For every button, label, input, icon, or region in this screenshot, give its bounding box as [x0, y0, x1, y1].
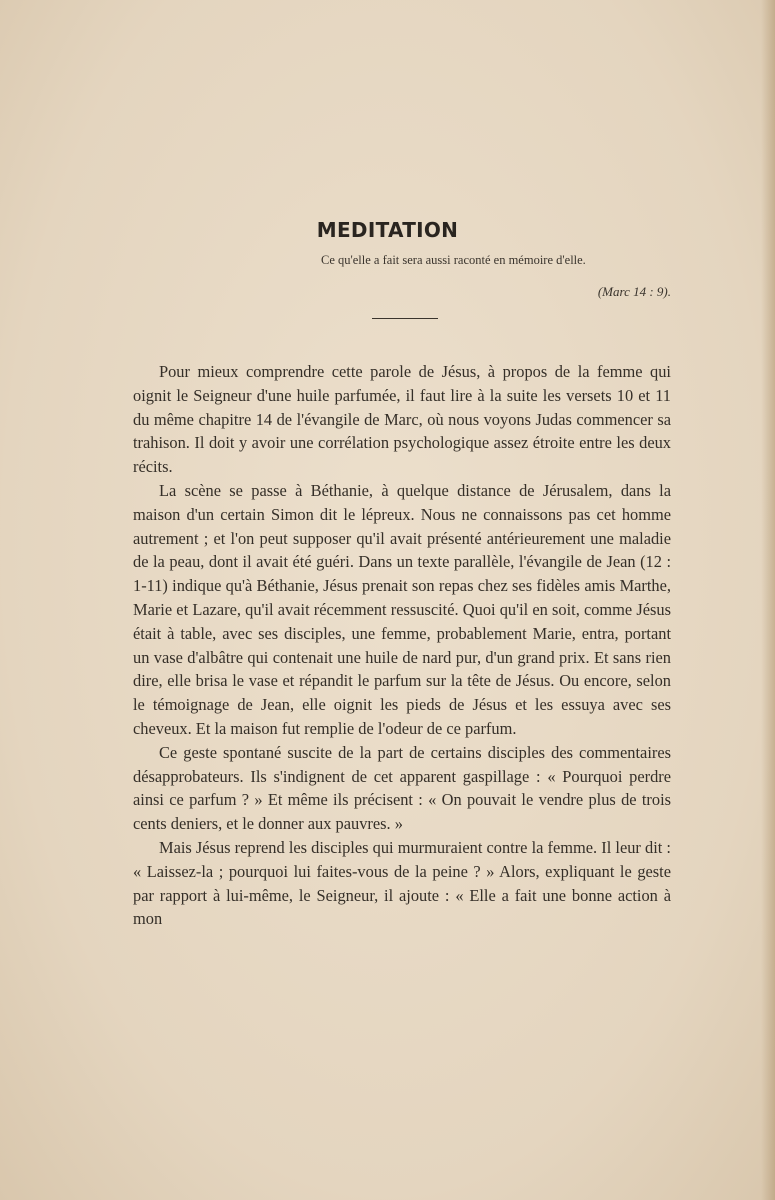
- paragraph-2: La scène se passe à Béthanie, à quelque distance de Jérusalem, dans la maison d'un certain Simon dit le lépreux. Nous ne connaissons pas cet homme autrement ; et l'on peut supposer qu'il avait présenté antérieurement une maladie de la peau, dont il avait été guéri. Dans un texte parallèle, l'évangile de Jean (12 : 1-11) indique qu'à Béthanie, Jésus prenait son repas chez ses fidèles amis Marthe, Marie et Lazare, qu'il avait récemment ressuscité. Quoi qu'il en soit, comme Jésus était à table, avec ses disciples, une femme, probablement Marie, entra, portant un vase d'albâtre qui contenait une huile de nard pur, d'un grand prix. Et sans rien dire, elle brisa le vase et répandit le parfum sur la tête de Jésus. Ou encore, selon le témoignage de Jean, elle oignit les pieds de Jésus et les essuya avec ses cheveux. Et la maison fut remplie de l'odeur de ce parfum.: [133, 480, 671, 738]
- page-title: MEDITATION: [316, 218, 459, 242]
- epigraph-quote: Ce qu'elle a fait sera aussi raconté en mémoire d'elle.: [321, 253, 586, 267]
- paragraph-4: Mais Jésus reprend les disciples qui murmuraient contre la femme. Il leur dit : « Laissez-la ; pourquoi lui faites-vous de la peine ? » Alors, expliquant le geste par rapport à lui-même, le Seigneur, il ajoute : « Elle a fait une bonne action à mon: [133, 837, 671, 929]
- epigraph-reference: (Marc 14 : 9).: [597, 284, 671, 299]
- separator-rule: [372, 318, 438, 319]
- paragraph-1: Pour mieux comprendre cette parole de Jésus, à propos de la femme qui oignit le Seigneur d'une huile parfumée, il faut lire à la suite les versets 10 et 11 du même chapitre 14 de l'évangile de Marc, où nous voyons Judas commencer sa trahison. Il doit y avoir une corrélation psychologique assez étroite entre les deux récits.: [133, 362, 671, 477]
- body-text: [133, 360, 671, 931]
- paragraph-3: Ce geste spontané suscite de la part de certains disciples des commentaires désapprobateurs. Ils s'indignent de cet apparent gaspillage : « Pourquoi perdre ainsi ce parfum ? » Et même ils précisent : « On pouvait le vendre plus de trois cents deniers, et le donner aux pauvres. »: [133, 742, 671, 834]
- page-edge-shadow: [761, 0, 775, 1200]
